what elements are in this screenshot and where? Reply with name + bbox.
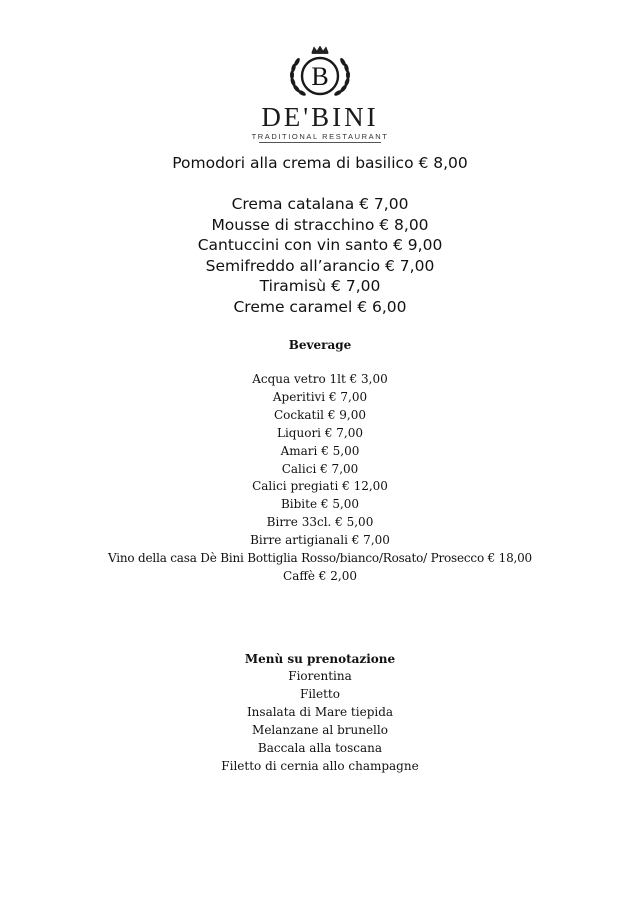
menu-item: Cockatil € 9,00 [273, 407, 367, 422]
section-heading: Menù su prenotazione [244, 652, 396, 666]
brand-tagline: TRADITIONAL RESTAURANT [251, 132, 389, 141]
menu-item: Calici € 7,00 [281, 461, 359, 476]
menu-item: Creme caramel € 6,00 [233, 297, 407, 316]
menu-item: Calici pregiati € 12,00 [252, 479, 388, 494]
menu-item: Caffè € 2,00 [283, 568, 357, 583]
menu-item: Amari € 5,00 [280, 443, 360, 458]
logo-letter: B [311, 62, 329, 91]
beverage-list [0, 371, 640, 586]
laurel-crest-icon [280, 46, 360, 102]
menu-item: Birre artigianali € 7,00 [250, 533, 390, 548]
restaurant-logo [0, 46, 640, 143]
menu-item: Bibite € 5,00 [280, 497, 360, 512]
menu-item: Filetto [300, 686, 340, 701]
menu-item: Filetto di cernia allo champagne [221, 758, 419, 773]
menu-item: Tiramisù € 7,00 [259, 277, 381, 296]
dessert-section [0, 194, 640, 318]
menu-item: Vino della casa Dè Bini Bottiglia Rosso/bianco/Rosato/ Prosecco € 18,00 [107, 551, 532, 566]
reservation-section [0, 650, 640, 775]
menu-item: Insalata di Mare tiepida [246, 704, 394, 719]
section-heading: Beverage [288, 338, 352, 352]
menu-item: Acqua vetro 1lt € 3,00 [252, 372, 388, 386]
menu-item: Crema catalana € 7,00 [231, 195, 409, 213]
menu-item: Aperitivi € 7,00 [272, 389, 368, 404]
menu-item: Melanzane al brunello [252, 722, 388, 737]
menu-item: Birre 33cl. € 5,00 [266, 515, 374, 530]
menu-item: Pomodori alla crema di basilico € 8,00 [172, 154, 468, 172]
brand-name: DE'BINI [261, 102, 379, 132]
menu-item: Cantuccini con vin santo € 9,00 [197, 236, 443, 255]
beverage-section [0, 336, 640, 354]
menu-item: Semifreddo all’arancio € 7,00 [205, 256, 435, 275]
brand-divider [259, 142, 381, 143]
menu-item: Baccala alla toscana [257, 740, 383, 755]
menu-item: Fiorentina [288, 669, 352, 683]
menu-item: Liquori € 7,00 [277, 425, 363, 440]
starter-section [0, 153, 640, 174]
menu-item: Mousse di stracchino € 8,00 [211, 215, 429, 234]
